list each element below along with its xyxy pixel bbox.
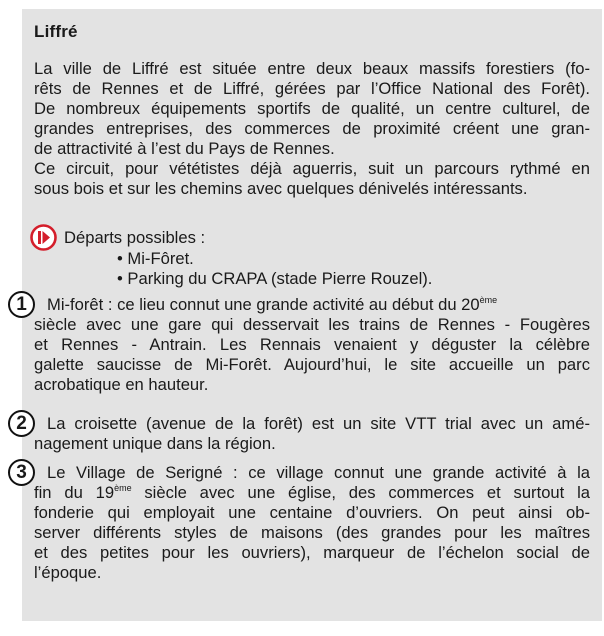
departure-item-label: Parking du CRAPA (stade Pierre Rouzel).: [127, 269, 433, 288]
point-2-line: nagement unique dans la région.: [34, 434, 276, 453]
bullet-icon: •: [117, 269, 128, 288]
bullet-icon: •: [117, 249, 128, 268]
point-1-line: [47, 295, 497, 315]
intro-line: Ce circuit, pour vététistes déjà aguerris, suit un parcours rythmé en: [34, 159, 590, 178]
start-flag-icon: [30, 224, 57, 251]
point-3-text: fin du 19: [34, 483, 115, 502]
point-1-marker: 1: [8, 291, 35, 318]
departure-item: [117, 249, 194, 269]
point-1-line: siècle avec une gare qui desservait les trains de Rennes - Fougères: [34, 315, 590, 334]
point-1-line: galette saucisse de Mi-Forêt. Aujourd’hui, le site accueille un parc: [34, 355, 590, 374]
point-2-line: La croisette (avenue de la forêt) est un site VTT trial avec un amé-: [47, 414, 590, 433]
intro-line: grandes entreprises, des commerces de proximité créent une gran-: [34, 119, 590, 138]
point-1-line: et Rennes - Antrain. Les Rennais venaient y déguster la célèbre: [34, 335, 590, 354]
superscript: ème: [479, 295, 498, 305]
intro-line: rêts de Rennes et de Liffré, gérées par l’Office National des Forêt).: [34, 79, 590, 98]
departure-item: [117, 269, 432, 289]
point-1-line: acrobatique en hauteur.: [34, 375, 209, 394]
point-3-text: siècle avec une église, des commerces et surtout la: [131, 483, 590, 502]
intro-line: La ville de Liffré est située entre deux beaux massifs forestiers (fo-: [34, 59, 590, 78]
point-1-text: Mi-forêt : ce lieu connut une grande activité au début du 20: [47, 295, 480, 314]
point-3-line: l’époque.: [34, 563, 102, 582]
point-3-line: fonderie qui employait une centaine d’ouvriers. On peut ainsi ob-: [34, 503, 590, 522]
intro-line: de attractivité à l’est du Pays de Rennes.: [34, 139, 335, 158]
intro-line: De nombreux équipements sportifs de qualité, un centre culturel, de: [34, 99, 590, 118]
superscript: ème: [114, 483, 132, 493]
point-3-line: et des petites pour les ouvriers), marqueur de l’échelon social de: [34, 543, 590, 562]
info-panel: [16, 9, 602, 621]
point-3-marker: 3: [8, 459, 35, 486]
departure-item-label: Mi-Fôret.: [127, 249, 194, 268]
page-title: Liffré: [34, 22, 78, 41]
point-3-line: Le Village de Serigné : ce village connut une grande activité à la: [47, 463, 590, 482]
point-2-marker: 2: [8, 410, 35, 437]
intro-line: sous bois et sur les chemins avec quelques dénivelés intéressants.: [34, 179, 528, 198]
point-3-line: server différents styles de maisons (des grandes pour les maîtres: [34, 523, 590, 542]
point-3-line: [34, 483, 590, 503]
departures-label: Départs possibles :: [64, 228, 206, 247]
